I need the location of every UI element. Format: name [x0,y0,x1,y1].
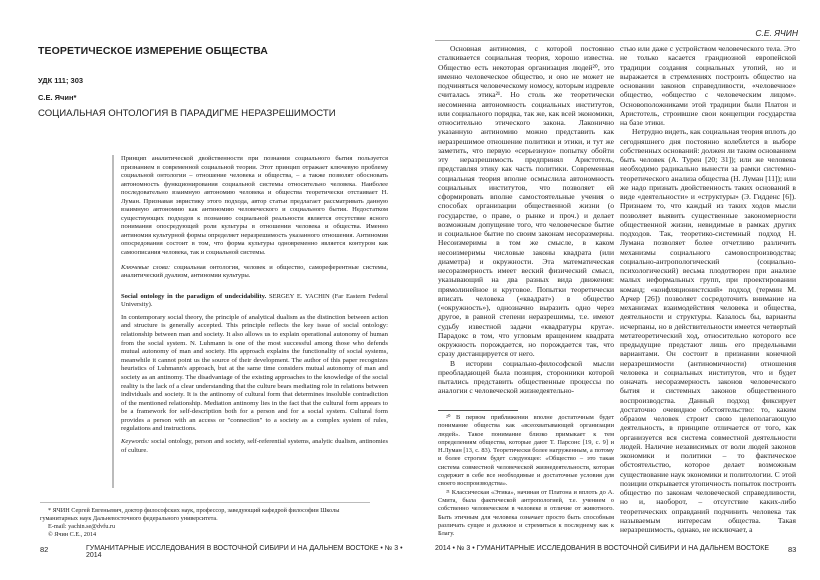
footnote-copyright: © Ячин С.Е., 2014 [48,531,97,538]
paragraph: В истории социально-философской мысли преобладающей была позиция, сторонники которой пытались представить общественные процессы по аналогии с человеческой жизнедеятельно- [438,358,614,396]
abstract-en: In contemporary social theory, the principle of analytical dualism as the distinction between action and structure is generally accepted. This principle reflects the key issue of social ontology: relationship between man and society. It also allows us to explain operational autonomy of human from the social system. N. Luhmann is one of the most successful among those who defends mutual autonomy of man and society. His approach explains the functionality of social systems, meanwhile it cannot point us the source of their development. The author of this paper recognizes heuristics of Luhmann's approach, but at the same time considers mutual autonomy of man and society as an antinomy. The disadvantage of the existing approaches to the knowledge of the social reality is the lack of a clear understanding that the culture bears mediating role in relations between individuals and society. It is the antinomy of cultural form that determines insoluble contradiction of the mentioned relationship. Mediation antinomy lies in the fact that the cultural form appears to be a framework for self-description both for a person and for a social system. Cultural form provides a person with an access or "connection" to a society as a complex system of rules, regulations and instructions. [121,313,388,433]
running-head: С.Е. ЯЧИН [755,28,798,38]
english-title-line [121,293,388,310]
footnote-21: ²¹ Классическая «Этика», начиная от Платона и вплоть до А. Смита, была фактической антропологией, т.е. учением о собственно человеческом в человеке в отличие от животного. Быть этичным для человека означает просто быть способным различать сущее и должное и стремиться к последнему как к Благу. [438,488,614,538]
footnote-email[interactable]: E-mail: yachin.se@dvfu.ru [48,523,116,530]
udk-code: УДК 111; 303 [38,76,84,85]
footnote-20: ²⁰ В первом приближении вполне достаточным будет понимание общества как «всеохватывающей организации людей». Такое понимание близко примыкает к тем определениям общества, которые дают Т. Парсонс [19, с. 9] и Н.Луман [13, с. 83). Теоретически более нагруженным, а потому и более строгим будет следующее: «Общество – это такая система совместной человеческой жизнедеятельности, которая содержит в себе все необходимые и достаточные условия для своего воспроизводства». [438,414,614,488]
abstract-ru: Принцип аналитической двойственности при познании социального бытия пользуется признанием в современной социальной теории. Этот принцип отражает ключевую проблему социальной онтологии – отношение человека и общества, – а также позволят обосновать автономность функционирования социальной системы относительно человека. Наиболее последовательно взаимную автономию человека и общества теоретически отстаивает Н. Луман. Признавая эвристику этого подхода, автор статьи предлагает рассматривать данную взаимную автономию как антиномию человеческого и социального бытия. Недостатком существующих подходов к познанию социальной реальности является отсутствие ясного понимания опосредующей роли культуры в отношении человека и общества. Именно антиномия культурной формы определяет неразрешимость указанного отношения. Антиномия опосредования состоит в том, что форма культуры одновременно является контуром как самоописания человека, так и социальной системы. [121,155,388,257]
keywords-ru-text: социальная онтология, человек и общество, самореферентные системы, аналитический дуализм, антиномии культуры. [121,263,388,280]
keywords-ru-label: Ключевые слова: [121,263,171,271]
keywords-en-text: social ontology, person and society, self-referential systems, analytic dualism, antinomies of culture. [121,438,389,454]
paragraph: Нетрудно видеть, как социальная теория вплоть до сегодняшнего дня постоянно колеблется в выборе собственных оснований: должен ли таким основанием быть человек (А. Турен [20; 31]); или же человека необходимо радикально вынести за рамки системно-теоретического анализа общества (Н. Луман [11]); или же надо признать двойственность таких оснований в виде «деятельности» и «структуры» (Э. Гидденс [6]). Признаем то, что каждый из таких ходов мысли позволяет выявить существенные закономерности общественной жизни, невидимые в рамках других подходов. Так, теоретико-системный подход Н. Лумана позволяет более отчетливо различить механизмы социального самовоспроизводства; социально-антропологический (социально-психологический) весьма плодотворен при анализе малых неформальных групп, при проектировании команд; «конфляционистский» подход (термин М. Арчер [26]) позволяет сосредоточить внимание на механизмах взаимодействия человека и общества, деятельности и структуры. Казалось бы, варианты исчерпаны, но в действительности имеется четвертый метатеоретический ход, относительно которого все предыдущие предстают лишь его предельными вариантами. Он состоит в признании конечной неразрешимости (антиномичности) отношения человека и социальных институтов, что и будет означать несоразмерность законов человеческого бытия и системных законов общественного воспроизводства. Данный подход фиксирует достаточно очевидное обстоятельство: то, каким образом человек строит свою целеполагающую деятельность, в принципе отличается от того, как организуется вся система совместной деятельности людей. Наличие независимых от воли людей законов экономики и политики – то фактическое обстоятельство, которое делает возможным существование наук экономики и политологии. С этой позиции открывается утопичность попыток построить общество по законам человеческой справедливости, но и, наоборот, – отсутствие каких-либо теоретических оправданий подчинить человека так называемым интересам общества. Такая неразрешимость, однако, не исключает, а [620,127,796,534]
footnote-author-info: * ЯЧИН Сергей Евгеньевич, доктор философских наук, профессор, заведующий кафедрой философии Школы гуманитарных наук Дальневосточного федерального университета. [40,507,340,522]
running-footer-left: ГУМАНИТАРНЫЕ ИССЛЕДОВАНИЯ В ВОСТОЧНОЙ СИБИРИ И НА ДАЛЬНЕМ ВОСТОКЕ • № 3 • 2014 [86,545,403,559]
section-heading: ТЕОРЕТИЧЕСКОЕ ИЗМЕРЕНИЕ ОБЩЕСТВА [38,45,268,57]
english-title: Social ontology in the paradigm of undecidability. [121,292,267,300]
footnote-divider [40,502,370,503]
keywords-en-label: Keywords: [121,438,150,446]
author-name: С.Е. Ячин* [38,93,77,102]
footnotes [438,414,614,538]
running-footer-right: 2014 • № 3 • ГУМАНИТАРНЫЕ ИССЛЕДОВАНИЯ В ВОСТОЧНОЙ СИБИРИ И НА ДАЛЬНЕМ ВОСТОКЕ [435,545,770,552]
article-title: СОЦИАЛЬНАЯ ОНТОЛОГИЯ В ПАРАДИГМЕ НЕРАЗРЕШИМОСТИ [38,108,336,119]
abstract-block [112,155,388,488]
keywords-en [121,438,388,455]
keywords-ru [121,264,388,281]
author-footnote [40,507,370,539]
text-column-1 [438,44,614,396]
header-rule [435,40,800,41]
english-author: SERGEY E. YACHIN (Far Eastern Federal University). [121,292,388,309]
page-number-right: 83 [788,545,797,554]
right-page [410,0,820,580]
footnote-divider [438,410,518,411]
paragraph: стью или даже с устройством человеческого тела. Это не только касается грандиозной европейской традиции создания социальных утопий, но и выражается в стремлениях построить общество на основании законов справедливости, «человечное» общество, «общество с человеческим лицом». Основоположниками этой традиции были Платон и Аристотель, строившие свои концепции государства на базе этики. [620,44,796,127]
paragraph: Основная антиномия, с которой постоянно сталкивается социальная теория, хорошо известна. Общество есть некоторая организация людей²⁰, это именно человеческое общество, и оно не может не подчиняться человеческому номосу, которым издревле считалась этика²¹. Но столь же теоретически несомненна автономность социальных институтов, или социального порядка, так же, как всей экономики, относительно этического закона. Лаконично указанную антиномию можно представить как неразрешимое отношение политики и этики, и тут же заметить, что первую «серьезную» попытку обойти эту неразрешимость предпринял Аристотель, представляя этику как часть политики. Современная социальная теория вполне осмыслила автономность социальных институтов, что позволяет ей сформировать вполне самостоятельные учения о способах организации общественной жизни (о государстве, о праве, о рынке и проч.) и делает возможным допущение того, что человеческое бытие и социальное бытие по своим законам несоразмерны. Несоизмеримы в том же смысле, в каком несоизмеримы числовые законы квадрата (или диаметра) и окружности. Эта математическая несоразмерность имеет веский физический смысл, указывающий на два разных вида движения: прямолинейное и круговое. Попытки теоретически вписать человека («квадрат») в общество («окружность»), однозначно выразить одно через другое, в равной степени неразрешимы, т.е. имеют судьбу известной задачи «квадратуры круга». Парадокс в том, что угловым вращением квадрата окружность порождается, но порождается так, что сразу дистанцируется от него. [438,44,614,359]
text-column-2 [620,44,796,534]
page-number-left: 82 [40,545,49,554]
